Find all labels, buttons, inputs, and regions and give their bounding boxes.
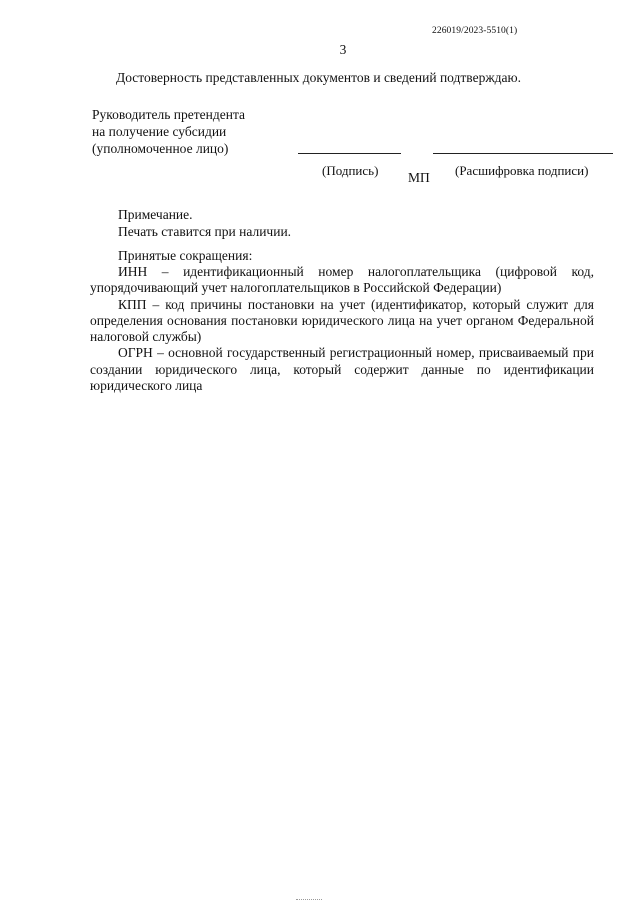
- signature-line: [298, 153, 401, 154]
- signature-decode-label: (Расшифровка подписи): [455, 163, 589, 178]
- document-id: 226019/2023-5510(1): [432, 26, 518, 36]
- scan-artifact: [296, 899, 322, 902]
- note-block: [118, 206, 291, 240]
- signature-decode-line: [433, 153, 613, 154]
- signatory-line-2: на получение субсидии: [92, 124, 227, 139]
- note-text: Печать ставится при наличии.: [118, 224, 292, 239]
- page-number: 3: [339, 42, 347, 57]
- abbreviation-ogrn: ОГРН – основной государственный регистрационный номер, присваиваемый при создании юридического лица, который содержит данные по идентификации юридического лица: [90, 345, 594, 394]
- signature-label: (Подпись): [322, 163, 379, 178]
- signatory-block: [92, 106, 245, 157]
- abbreviations-list: [90, 264, 594, 394]
- confirmation-statement: Достоверность представленных документов и сведений подтверждаю.: [116, 70, 521, 85]
- abbreviation-inn: ИНН – идентификационный номер налогоплательщика (цифровой код, упорядочивающий учет налогоплательщиков в Российской Федерации): [90, 264, 594, 296]
- signatory-line-1: Руководитель претендента: [92, 107, 246, 122]
- signatory-line-3: (уполномоченное лицо): [92, 141, 229, 156]
- note-title: Примечание.: [118, 207, 193, 222]
- abbreviations-heading: Принятые сокращения:: [118, 248, 253, 263]
- abbreviation-kpp: КПП – код причины постановки на учет (идентификатор, который служит для определения основания постановки юридического лица на учет органом Федеральной налоговой службы): [90, 296, 594, 345]
- stamp-place-label: МП: [408, 170, 430, 185]
